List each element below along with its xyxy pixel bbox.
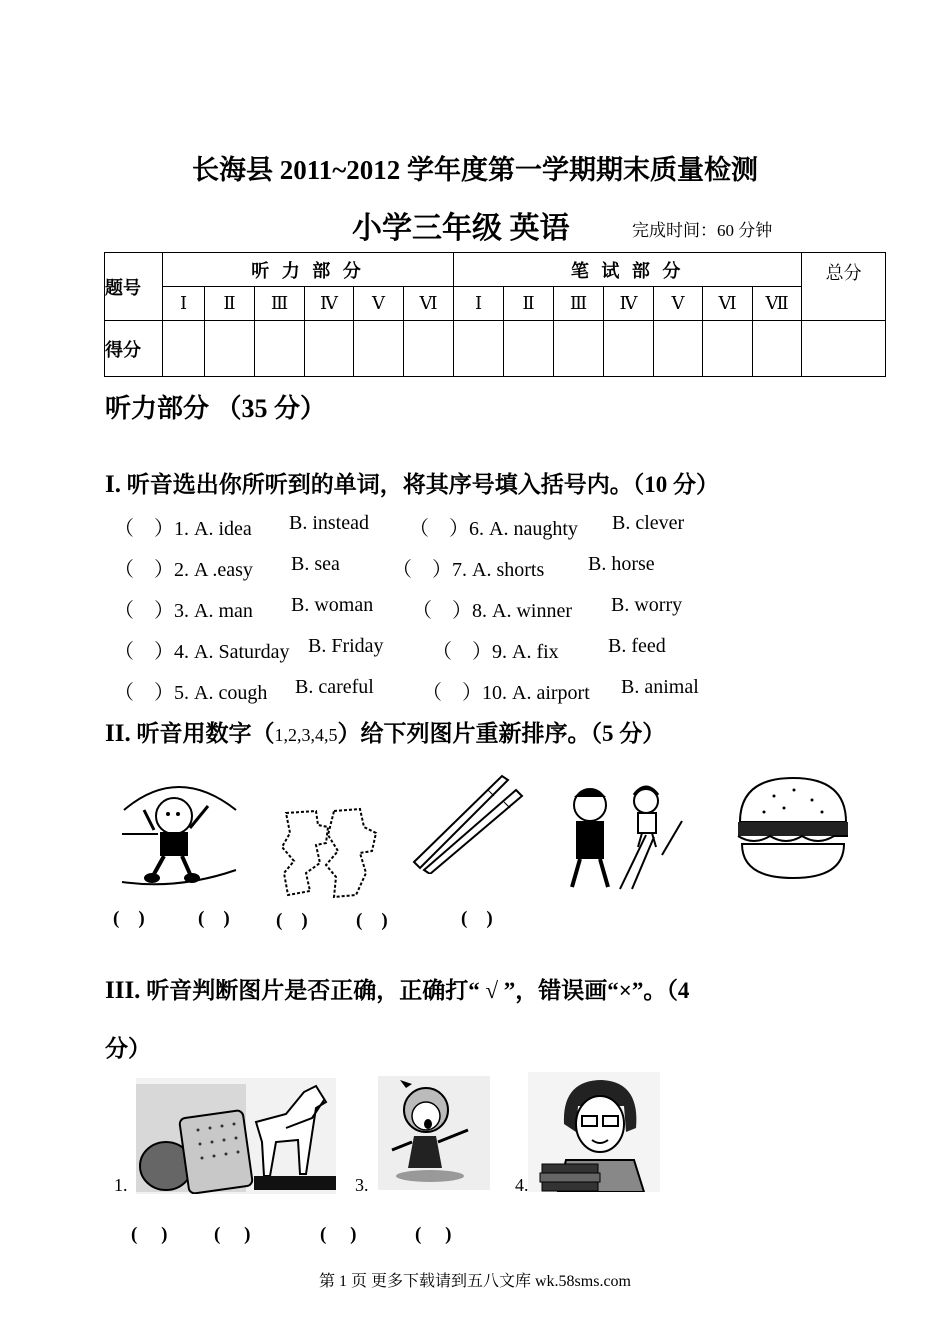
writing-col: Ⅵ <box>703 287 753 321</box>
question-left: （ ）5. A. cough <box>114 682 268 704</box>
question-right-option-b: B. worry <box>611 594 683 616</box>
exam-title: 长海县 2011~2012 学年度第一学期期末质量检测 <box>191 155 759 185</box>
answer-blank[interactable]: ( ) <box>461 908 493 929</box>
writing-col: Ⅱ <box>504 287 554 321</box>
question-left-option-b: B. instead <box>289 512 369 534</box>
question-left-option-b: B. sea <box>291 553 340 575</box>
writing-col: Ⅶ <box>753 287 802 321</box>
part2-numeral: II. <box>105 720 131 747</box>
listening-col: Ⅲ <box>255 287 305 321</box>
score-cell[interactable] <box>703 321 753 377</box>
hamburger-picture <box>734 772 852 884</box>
score-table <box>104 252 886 377</box>
score-row-label-number: 题号 <box>105 253 163 321</box>
score-cell[interactable] <box>554 321 604 377</box>
part1-numeral: I. <box>105 471 121 498</box>
score-cell[interactable] <box>404 321 454 377</box>
writing-col: Ⅲ <box>554 287 604 321</box>
writing-header: 笔 试 部 分 <box>454 253 802 287</box>
children-walking-picture <box>550 775 690 891</box>
teacher-with-books-picture <box>528 1072 660 1192</box>
part1-heading <box>105 466 719 499</box>
answer-blank[interactable]: ( ) <box>320 1224 357 1245</box>
score-cell[interactable] <box>305 321 354 377</box>
score-cell[interactable] <box>802 321 886 377</box>
question-left: （ ）2. A .easy <box>114 559 253 581</box>
part2-instruction-b: ）给下列图片重新排序。（5 分） <box>337 721 666 746</box>
picture-label: 3. <box>355 1175 369 1195</box>
score-row-label-score: 得分 <box>105 321 163 377</box>
score-cell[interactable] <box>753 321 802 377</box>
question-left-option-b: B. careful <box>295 676 374 698</box>
question-left-option-b: B. woman <box>291 594 374 616</box>
part1-instruction: 听音选出你所听到的单词，将其序号填入括号内。（10 分） <box>120 472 719 497</box>
picture-label: 1. <box>114 1175 128 1195</box>
time-limit: 完成时间：60 分钟 <box>632 221 773 240</box>
question-right-option-b: B. animal <box>621 676 699 698</box>
question-right: （ ）7. A. shorts <box>392 559 545 581</box>
writing-col: Ⅴ <box>654 287 703 321</box>
writing-col: Ⅰ <box>454 287 504 321</box>
question-left: （ ）3. A. man <box>114 600 253 622</box>
boy-running-picture <box>118 770 240 890</box>
part2-instruction-a: 听音用数字（ <box>130 721 275 746</box>
listening-section-title: 听力部分 （35 分） <box>105 394 327 423</box>
part3-heading-line1 <box>105 972 689 1005</box>
listening-col: Ⅱ <box>205 287 255 321</box>
question-right-option-b: B. horse <box>588 553 655 575</box>
writing-col: Ⅳ <box>604 287 654 321</box>
listening-col: Ⅵ <box>404 287 454 321</box>
listening-header: 听 力 部 分 <box>163 253 454 287</box>
puzzle-picture <box>276 803 384 903</box>
answer-blank[interactable]: ( ) <box>276 910 308 931</box>
answer-blank[interactable]: ( ) <box>198 908 230 929</box>
answer-blank[interactable]: ( ) <box>113 908 145 929</box>
question-left: （ ）1. A. idea <box>114 518 252 540</box>
part3-instruction: 听音判断图片是否正确，正确打“ √ ”，错误画“×”。（4 <box>140 978 690 1003</box>
question-row <box>114 676 814 706</box>
question-left: （ ）4. A. Saturday <box>114 641 290 663</box>
chopsticks-picture <box>408 770 526 874</box>
exam-subtitle: 小学三年级 英语 <box>352 212 570 245</box>
part3-numeral: III. <box>105 977 141 1004</box>
answer-blank[interactable]: ( ) <box>415 1224 452 1245</box>
listening-col: Ⅴ <box>354 287 404 321</box>
score-cell[interactable] <box>454 321 504 377</box>
page-footer: 第 1 页 更多下载请到五八文库 wk.58sms.com <box>318 1273 631 1290</box>
picture-label: 4. <box>515 1175 529 1195</box>
score-cell[interactable] <box>354 321 404 377</box>
question-row <box>114 553 814 583</box>
listening-col: Ⅳ <box>305 287 354 321</box>
listening-col: Ⅰ <box>163 287 205 321</box>
question-left-option-b: B. Friday <box>308 635 384 657</box>
answer-blank[interactable]: ( ) <box>131 1224 168 1245</box>
question-right: （ ）6. A. naughty <box>409 518 578 540</box>
question-row <box>114 594 814 624</box>
score-cell[interactable] <box>604 321 654 377</box>
score-cell[interactable] <box>504 321 554 377</box>
question-right: （ ）10. A. airport <box>422 682 590 704</box>
answer-blank[interactable]: ( ) <box>356 910 388 931</box>
answer-blank[interactable]: ( ) <box>214 1224 251 1245</box>
total-header: 总分 <box>802 253 886 321</box>
question-right-option-b: B. clever <box>612 512 685 534</box>
question-right-option-b: B. feed <box>608 635 666 657</box>
score-cell[interactable] <box>163 321 205 377</box>
question-right: （ ）9. A. fix <box>432 641 559 663</box>
score-cell[interactable] <box>654 321 703 377</box>
part3-heading-line2: 分） <box>105 1036 151 1061</box>
question-right: （ ）8. A. winner <box>412 600 572 622</box>
part2-instruction-numbers: 1,2,3,4,5 <box>274 725 338 745</box>
score-cell[interactable] <box>205 321 255 377</box>
part2-heading <box>105 715 665 748</box>
question-row <box>114 635 814 665</box>
score-cell[interactable] <box>255 321 305 377</box>
girl-sneezing-picture <box>378 1076 490 1190</box>
cookies-and-horses-picture <box>136 1078 336 1194</box>
question-row <box>114 512 814 542</box>
